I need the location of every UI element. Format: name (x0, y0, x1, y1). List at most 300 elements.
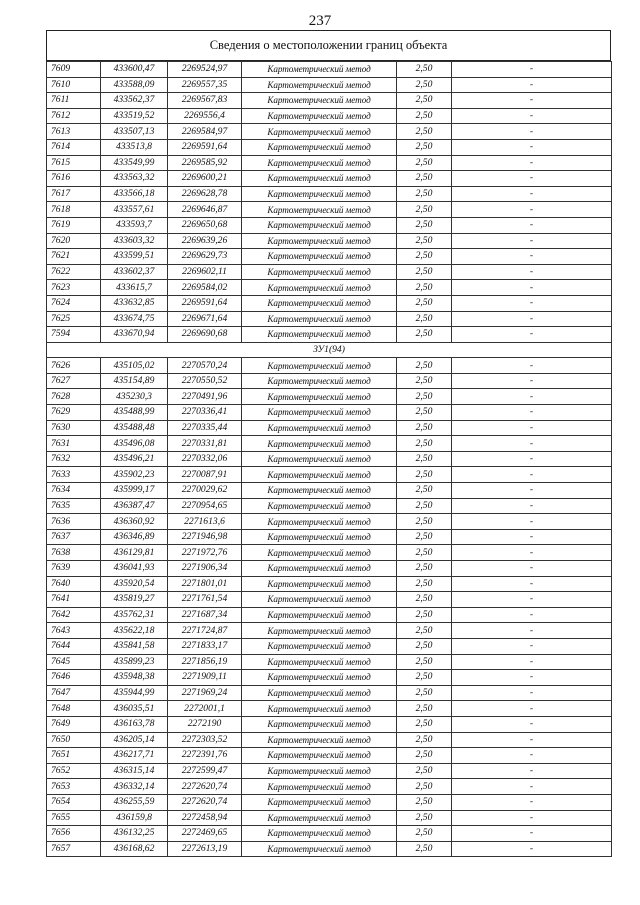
description-cell: - (452, 685, 612, 701)
point-number-cell: 7611 (47, 93, 101, 109)
x-coordinate-cell: 433674,75 (101, 311, 168, 327)
y-coordinate-cell: 2272620,74 (168, 794, 242, 810)
accuracy-cell: 2,50 (397, 77, 452, 93)
x-coordinate-cell: 436163,78 (101, 716, 168, 732)
table-row (47, 841, 612, 857)
method-cell: Картометрический метод (242, 607, 397, 623)
point-number-cell: 7654 (47, 794, 101, 810)
x-coordinate-cell: 433670,94 (101, 327, 168, 343)
y-coordinate-cell: 2269671,64 (168, 311, 242, 327)
method-cell: Картометрический метод (242, 249, 397, 265)
description-cell: - (452, 108, 612, 124)
accuracy-cell: 2,50 (397, 155, 452, 171)
table-row (47, 529, 612, 545)
point-number-cell: 7619 (47, 217, 101, 233)
y-coordinate-cell: 2272303,52 (168, 732, 242, 748)
method-cell: Картометрический метод (242, 373, 397, 389)
description-cell: - (452, 451, 612, 467)
x-coordinate-cell: 435920,54 (101, 576, 168, 592)
x-coordinate-cell: 436255,59 (101, 794, 168, 810)
description-cell: - (452, 701, 612, 717)
accuracy-cell: 2,50 (397, 794, 452, 810)
method-cell: Картометрический метод (242, 77, 397, 93)
method-cell: Картометрический метод (242, 685, 397, 701)
method-cell: Картометрический метод (242, 529, 397, 545)
x-coordinate-cell: 436360,92 (101, 514, 168, 530)
method-cell: Картометрический метод (242, 638, 397, 654)
accuracy-cell: 2,50 (397, 62, 452, 78)
description-cell: - (452, 62, 612, 78)
method-cell: Картометрический метод (242, 654, 397, 670)
description-cell: - (452, 186, 612, 202)
point-number-cell: 7652 (47, 763, 101, 779)
table-row (47, 62, 612, 78)
point-number-cell: 7622 (47, 264, 101, 280)
point-number-cell: 7631 (47, 436, 101, 452)
table-row (47, 748, 612, 764)
y-coordinate-cell: 2269600,21 (168, 171, 242, 187)
description-cell: - (452, 779, 612, 795)
y-coordinate-cell: 2271856,19 (168, 654, 242, 670)
point-number-cell: 7651 (47, 748, 101, 764)
description-cell: - (452, 763, 612, 779)
y-coordinate-cell: 2271761,54 (168, 592, 242, 608)
method-cell: Картометрический метод (242, 139, 397, 155)
point-number-cell: 7640 (47, 576, 101, 592)
x-coordinate-cell: 436129,81 (101, 545, 168, 561)
description-cell: - (452, 280, 612, 296)
description-cell: - (452, 498, 612, 514)
method-cell: Картометрический метод (242, 217, 397, 233)
accuracy-cell: 2,50 (397, 810, 452, 826)
x-coordinate-cell: 433603,32 (101, 233, 168, 249)
accuracy-cell: 2,50 (397, 748, 452, 764)
y-coordinate-cell: 2272001,1 (168, 701, 242, 717)
accuracy-cell: 2,50 (397, 93, 452, 109)
method-cell: Картометрический метод (242, 841, 397, 857)
method-cell: Картометрический метод (242, 311, 397, 327)
accuracy-cell: 2,50 (397, 701, 452, 717)
table-row (47, 202, 612, 218)
table-row (47, 701, 612, 717)
x-coordinate-cell: 433602,37 (101, 264, 168, 280)
point-number-cell: 7626 (47, 358, 101, 374)
boundary-sheet (46, 30, 611, 857)
method-cell: Картометрический метод (242, 295, 397, 311)
x-coordinate-cell: 435841,58 (101, 638, 168, 654)
accuracy-cell: 2,50 (397, 763, 452, 779)
y-coordinate-cell: 2270550,52 (168, 373, 242, 389)
x-coordinate-cell: 436332,14 (101, 779, 168, 795)
y-coordinate-cell: 2271724,87 (168, 623, 242, 639)
x-coordinate-cell: 435999,17 (101, 483, 168, 499)
table-row (47, 467, 612, 483)
description-cell: - (452, 217, 612, 233)
y-coordinate-cell: 2272613,19 (168, 841, 242, 857)
accuracy-cell: 2,50 (397, 841, 452, 857)
method-cell: Картометрический метод (242, 561, 397, 577)
x-coordinate-cell: 435154,89 (101, 373, 168, 389)
method-cell: Картометрический метод (242, 108, 397, 124)
method-cell: Картометрический метод (242, 623, 397, 639)
point-number-cell: 7653 (47, 779, 101, 795)
x-coordinate-cell: 433513,8 (101, 139, 168, 155)
x-coordinate-cell: 435488,99 (101, 405, 168, 421)
table-row (47, 280, 612, 296)
method-cell: Картометрический метод (242, 592, 397, 608)
description-cell: - (452, 670, 612, 686)
y-coordinate-cell: 2270335,44 (168, 420, 242, 436)
table-row (47, 592, 612, 608)
point-number-cell: 7617 (47, 186, 101, 202)
accuracy-cell: 2,50 (397, 124, 452, 140)
method-cell: Картометрический метод (242, 186, 397, 202)
description-cell: - (452, 576, 612, 592)
y-coordinate-cell: 2271972,76 (168, 545, 242, 561)
table-row (47, 233, 612, 249)
accuracy-cell: 2,50 (397, 264, 452, 280)
point-number-cell: 7656 (47, 826, 101, 842)
table-row (47, 763, 612, 779)
table-row (47, 716, 612, 732)
method-cell: Картометрический метод (242, 732, 397, 748)
description-cell: - (452, 171, 612, 187)
accuracy-cell: 2,50 (397, 373, 452, 389)
table-row (47, 373, 612, 389)
point-number-cell: 7633 (47, 467, 101, 483)
point-number-cell: 7630 (47, 420, 101, 436)
description-cell: - (452, 358, 612, 374)
y-coordinate-cell: 2272469,65 (168, 826, 242, 842)
description-cell: - (452, 592, 612, 608)
accuracy-cell: 2,50 (397, 529, 452, 545)
y-coordinate-cell: 2269639,26 (168, 233, 242, 249)
point-number-cell: 7629 (47, 405, 101, 421)
point-number-cell: 7628 (47, 389, 101, 405)
accuracy-cell: 2,50 (397, 545, 452, 561)
y-coordinate-cell: 2272458,94 (168, 810, 242, 826)
x-coordinate-cell: 435105,02 (101, 358, 168, 374)
point-number-cell: 7625 (47, 311, 101, 327)
point-number-cell: 7648 (47, 701, 101, 717)
x-coordinate-cell: 436205,14 (101, 732, 168, 748)
point-number-cell: 7609 (47, 62, 101, 78)
method-cell: Картометрический метод (242, 327, 397, 343)
description-cell: - (452, 483, 612, 499)
table-row (47, 826, 612, 842)
method-cell: Картометрический метод (242, 436, 397, 452)
table-row (47, 108, 612, 124)
table-row (47, 139, 612, 155)
table-row (47, 327, 612, 343)
x-coordinate-cell: 436035,51 (101, 701, 168, 717)
point-number-cell: 7620 (47, 233, 101, 249)
accuracy-cell: 2,50 (397, 716, 452, 732)
table-row (47, 420, 612, 436)
x-coordinate-cell: 435488,48 (101, 420, 168, 436)
method-cell: Картометрический метод (242, 483, 397, 499)
description-cell: - (452, 295, 612, 311)
accuracy-cell: 2,50 (397, 233, 452, 249)
x-coordinate-cell: 433588,09 (101, 77, 168, 93)
table-row (47, 77, 612, 93)
table-row (47, 732, 612, 748)
method-cell: Картометрический метод (242, 280, 397, 296)
y-coordinate-cell: 2269629,73 (168, 249, 242, 265)
method-cell: Картометрический метод (242, 576, 397, 592)
accuracy-cell: 2,50 (397, 389, 452, 405)
point-number-cell: 7624 (47, 295, 101, 311)
y-coordinate-cell: 2269602,11 (168, 264, 242, 280)
point-number-cell: 7657 (47, 841, 101, 857)
y-coordinate-cell: 2270491,96 (168, 389, 242, 405)
x-coordinate-cell: 436132,25 (101, 826, 168, 842)
table-row (47, 436, 612, 452)
y-coordinate-cell: 2271613,6 (168, 514, 242, 530)
table-row (47, 498, 612, 514)
y-coordinate-cell: 2269584,97 (168, 124, 242, 140)
table-row (47, 186, 612, 202)
y-coordinate-cell: 2270336,41 (168, 405, 242, 421)
x-coordinate-cell: 433519,52 (101, 108, 168, 124)
accuracy-cell: 2,50 (397, 654, 452, 670)
point-number-cell: 7612 (47, 108, 101, 124)
x-coordinate-cell: 433549,99 (101, 155, 168, 171)
table-row (47, 264, 612, 280)
description-cell: - (452, 405, 612, 421)
table-row (47, 389, 612, 405)
y-coordinate-cell: 2269690,68 (168, 327, 242, 343)
accuracy-cell: 2,50 (397, 249, 452, 265)
point-number-cell: 7644 (47, 638, 101, 654)
accuracy-cell: 2,50 (397, 732, 452, 748)
table-row (47, 295, 612, 311)
description-cell: - (452, 264, 612, 280)
point-number-cell: 7635 (47, 498, 101, 514)
description-cell: - (452, 623, 612, 639)
accuracy-cell: 2,50 (397, 623, 452, 639)
y-coordinate-cell: 2270029,62 (168, 483, 242, 499)
table-row (47, 514, 612, 530)
description-cell: - (452, 139, 612, 155)
accuracy-cell: 2,50 (397, 280, 452, 296)
table-row (47, 358, 612, 374)
method-cell: Картометрический метод (242, 233, 397, 249)
description-cell: - (452, 732, 612, 748)
method-cell: Картометрический метод (242, 155, 397, 171)
y-coordinate-cell: 2269646,87 (168, 202, 242, 218)
accuracy-cell: 2,50 (397, 592, 452, 608)
point-number-cell: 7655 (47, 810, 101, 826)
table-row (47, 638, 612, 654)
method-cell: Картометрический метод (242, 93, 397, 109)
method-cell: Картометрический метод (242, 264, 397, 280)
method-cell: Картометрический метод (242, 202, 397, 218)
x-coordinate-cell: 433600,47 (101, 62, 168, 78)
method-cell: Картометрический метод (242, 716, 397, 732)
y-coordinate-cell: 2269585,92 (168, 155, 242, 171)
method-cell: Картометрический метод (242, 62, 397, 78)
method-cell: Картометрический метод (242, 748, 397, 764)
y-coordinate-cell: 2269557,35 (168, 77, 242, 93)
method-cell: Картометрический метод (242, 358, 397, 374)
point-number-cell: 7650 (47, 732, 101, 748)
table-row (47, 93, 612, 109)
y-coordinate-cell: 2271906,34 (168, 561, 242, 577)
x-coordinate-cell: 436387,47 (101, 498, 168, 514)
accuracy-cell: 2,50 (397, 327, 452, 343)
y-coordinate-cell: 2269556,4 (168, 108, 242, 124)
method-cell: Картометрический метод (242, 171, 397, 187)
description-cell: - (452, 654, 612, 670)
point-number-cell: 7641 (47, 592, 101, 608)
accuracy-cell: 2,50 (397, 498, 452, 514)
table-row (47, 810, 612, 826)
description-cell: - (452, 155, 612, 171)
description-cell: - (452, 810, 612, 826)
description-cell: - (452, 794, 612, 810)
section-row (47, 342, 612, 358)
description-cell: - (452, 202, 612, 218)
accuracy-cell: 2,50 (397, 108, 452, 124)
y-coordinate-cell: 2272391,76 (168, 748, 242, 764)
method-cell: Картометрический метод (242, 467, 397, 483)
table-row (47, 794, 612, 810)
method-cell: Картометрический метод (242, 779, 397, 795)
point-number-cell: 7615 (47, 155, 101, 171)
method-cell: Картометрический метод (242, 810, 397, 826)
method-cell: Картометрический метод (242, 405, 397, 421)
y-coordinate-cell: 2269524,97 (168, 62, 242, 78)
x-coordinate-cell: 433507,13 (101, 124, 168, 140)
accuracy-cell: 2,50 (397, 467, 452, 483)
x-coordinate-cell: 436041,93 (101, 561, 168, 577)
accuracy-cell: 2,50 (397, 826, 452, 842)
accuracy-cell: 2,50 (397, 139, 452, 155)
y-coordinate-cell: 2272190 (168, 716, 242, 732)
x-coordinate-cell: 436168,62 (101, 841, 168, 857)
x-coordinate-cell: 433599,51 (101, 249, 168, 265)
accuracy-cell: 2,50 (397, 202, 452, 218)
x-coordinate-cell: 433562,37 (101, 93, 168, 109)
description-cell: - (452, 716, 612, 732)
x-coordinate-cell: 435496,08 (101, 436, 168, 452)
description-cell: - (452, 545, 612, 561)
point-number-cell: 7627 (47, 373, 101, 389)
table-row (47, 779, 612, 795)
table-row (47, 217, 612, 233)
x-coordinate-cell: 435948,38 (101, 670, 168, 686)
table-row (47, 249, 612, 265)
table-row (47, 623, 612, 639)
point-number-cell: 7594 (47, 327, 101, 343)
method-cell: Картометрический метод (242, 389, 397, 405)
accuracy-cell: 2,50 (397, 311, 452, 327)
x-coordinate-cell: 433566,18 (101, 186, 168, 202)
table-row (47, 576, 612, 592)
x-coordinate-cell: 433615,7 (101, 280, 168, 296)
table-row (47, 545, 612, 561)
method-cell: Картометрический метод (242, 545, 397, 561)
x-coordinate-cell: 436315,14 (101, 763, 168, 779)
x-coordinate-cell: 435496,21 (101, 451, 168, 467)
accuracy-cell: 2,50 (397, 436, 452, 452)
description-cell: - (452, 514, 612, 530)
y-coordinate-cell: 2271946,98 (168, 529, 242, 545)
point-number-cell: 7639 (47, 561, 101, 577)
coordinates-table (46, 61, 612, 857)
description-cell: - (452, 638, 612, 654)
point-number-cell: 7646 (47, 670, 101, 686)
method-cell: Картометрический метод (242, 826, 397, 842)
accuracy-cell: 2,50 (397, 420, 452, 436)
y-coordinate-cell: 2272620,74 (168, 779, 242, 795)
description-cell: - (452, 327, 612, 343)
description-cell: - (452, 93, 612, 109)
description-cell: - (452, 529, 612, 545)
y-coordinate-cell: 2269591,64 (168, 139, 242, 155)
description-cell: - (452, 420, 612, 436)
point-number-cell: 7647 (47, 685, 101, 701)
table-row (47, 311, 612, 327)
point-number-cell: 7645 (47, 654, 101, 670)
table-row (47, 561, 612, 577)
coordinates-table-body (47, 62, 612, 857)
table-row (47, 171, 612, 187)
x-coordinate-cell: 433563,32 (101, 171, 168, 187)
point-number-cell: 7614 (47, 139, 101, 155)
y-coordinate-cell: 2270570,24 (168, 358, 242, 374)
point-number-cell: 7643 (47, 623, 101, 639)
x-coordinate-cell: 435899,23 (101, 654, 168, 670)
table-row (47, 405, 612, 421)
point-number-cell: 7649 (47, 716, 101, 732)
x-coordinate-cell: 433632,85 (101, 295, 168, 311)
method-cell: Картометрический метод (242, 794, 397, 810)
accuracy-cell: 2,50 (397, 514, 452, 530)
accuracy-cell: 2,50 (397, 295, 452, 311)
point-number-cell: 7623 (47, 280, 101, 296)
description-cell: - (452, 249, 612, 265)
y-coordinate-cell: 2270954,65 (168, 498, 242, 514)
table-row (47, 124, 612, 140)
accuracy-cell: 2,50 (397, 483, 452, 499)
table-row (47, 483, 612, 499)
y-coordinate-cell: 2270331,81 (168, 436, 242, 452)
accuracy-cell: 2,50 (397, 405, 452, 421)
method-cell: Картометрический метод (242, 701, 397, 717)
point-number-cell: 7636 (47, 514, 101, 530)
x-coordinate-cell: 435819,27 (101, 592, 168, 608)
table-row (47, 451, 612, 467)
x-coordinate-cell: 435944,99 (101, 685, 168, 701)
description-cell: - (452, 233, 612, 249)
point-number-cell: 7637 (47, 529, 101, 545)
method-cell: Картометрический метод (242, 763, 397, 779)
page-number: 237 (308, 13, 332, 29)
y-coordinate-cell: 2271833,17 (168, 638, 242, 654)
accuracy-cell: 2,50 (397, 607, 452, 623)
accuracy-cell: 2,50 (397, 171, 452, 187)
x-coordinate-cell: 435230,3 (101, 389, 168, 405)
accuracy-cell: 2,50 (397, 217, 452, 233)
x-coordinate-cell: 436217,71 (101, 748, 168, 764)
x-coordinate-cell: 435762,31 (101, 607, 168, 623)
description-cell: - (452, 467, 612, 483)
method-cell: Картометрический метод (242, 498, 397, 514)
x-coordinate-cell: 436159,8 (101, 810, 168, 826)
point-number-cell: 7621 (47, 249, 101, 265)
